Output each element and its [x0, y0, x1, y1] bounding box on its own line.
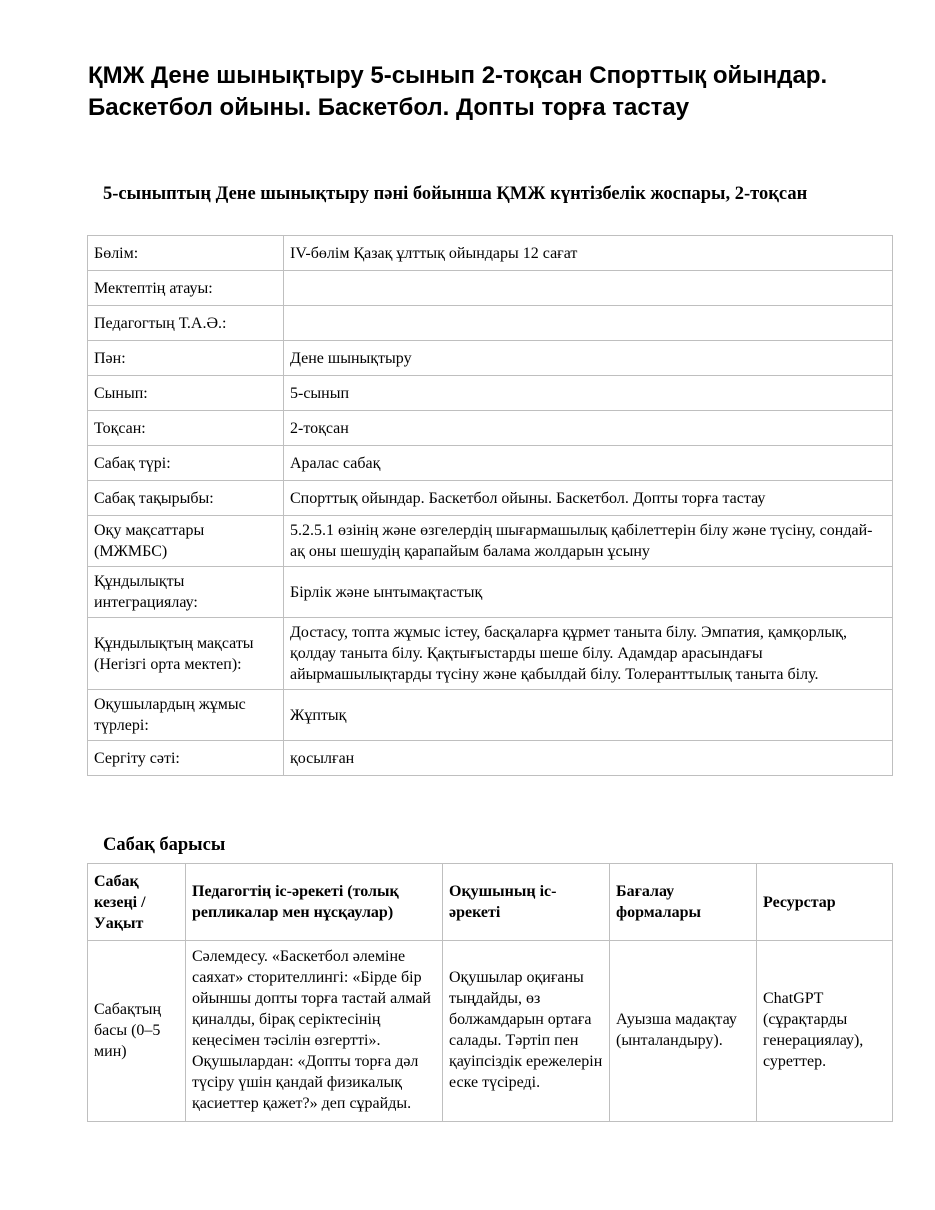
table-row — [88, 941, 893, 1122]
table-row — [88, 516, 893, 567]
header-stage: Сабақ кезеңі / Уақыт — [88, 864, 186, 941]
plan-heading: 5-сыныптың Дене шынықтыру пәні бойынша ҚМЖ күнтізбелік жоспары, 2-тоқсан — [103, 184, 808, 204]
field-value: Спорттық ойындар. Баскетбол ойыны. Баскетбол. Допты торға тастау — [284, 481, 893, 516]
field-label: Құндылықтың мақсаты (Негізгі орта мектеп): — [88, 618, 284, 690]
table-row — [88, 376, 893, 411]
field-value — [284, 271, 893, 306]
table-header-row — [88, 864, 893, 941]
field-label: Сергіту сәті: — [88, 741, 284, 776]
field-value: Бірлік және ынтымақтастық — [284, 567, 893, 618]
field-value — [284, 306, 893, 341]
table-row — [88, 618, 893, 690]
field-label: Пән: — [88, 341, 284, 376]
field-label: Тоқсан: — [88, 411, 284, 446]
table-row — [88, 341, 893, 376]
table-row — [88, 446, 893, 481]
field-value: 2-тоқсан — [284, 411, 893, 446]
table-row — [88, 271, 893, 306]
field-label: Сабақ тақырыбы: — [88, 481, 284, 516]
field-label: Сынып: — [88, 376, 284, 411]
header-assessment: Бағалау формалары — [610, 864, 757, 941]
stage-cell: Сабақтың басы (0–5 мин) — [88, 941, 186, 1122]
field-value: 5.2.5.1 өзінің және өзгелердің шығармашылық қабілеттерін білу және түсіну, сондай-ақ оны шешудің қарапайым балама жолдарын ұсыну — [284, 516, 893, 567]
table-row — [88, 690, 893, 741]
student-activity-cell: Оқушылар оқиғаны тыңдайды, өз болжамдарын ортаға салады. Тәртіп пен қауіпсіздік ережелерін еске түсіреді. — [443, 941, 610, 1122]
resources-cell: ChatGPT (сұрақтарды генерациялау), суреттер. — [757, 941, 893, 1122]
lesson-progress-table — [87, 863, 893, 1122]
table-row — [88, 411, 893, 446]
table-row — [88, 306, 893, 341]
lesson-progress-heading: Сабақ барысы — [103, 835, 226, 855]
field-value: Аралас сабақ — [284, 446, 893, 481]
field-label: Сабақ түрі: — [88, 446, 284, 481]
field-label: Құндылықты интеграциялау: — [88, 567, 284, 618]
table-row — [88, 236, 893, 271]
teacher-activity-cell: Сәлемдесу. «Баскетбол әлеміне саяхат» сторителлингі: «Бірде бір ойыншы допты торға тастай алмай қиналды, бірақ серіктесінің кеңесімен тәсілін өзгертті». Оқушылардан: «Допты торға дәл түсіру үшін қандай физикалық қасиеттер қажет?» деп сұрайды. — [186, 941, 443, 1122]
field-label: Оқушылардың жұмыс түрлері: — [88, 690, 284, 741]
table-row — [88, 481, 893, 516]
page-title: ҚМЖ Дене шынықтыру 5-сынып 2-тоқсан Спорттық ойындар. Баскетбол ойыны. Баскетбол. Допты торға тастау — [88, 62, 828, 121]
field-value: қосылған — [284, 741, 893, 776]
field-label: Оқу мақсаттары (МЖМБС) — [88, 516, 284, 567]
field-value: Дене шынықтыру — [284, 341, 893, 376]
header-resources: Ресурстар — [757, 864, 893, 941]
lesson-info-table — [87, 235, 893, 776]
header-teacher-activity: Педагогтің іс-әрекеті (толық репликалар мен нұсқаулар) — [186, 864, 443, 941]
field-value: IV-бөлім Қазақ ұлттық ойындары 12 сағат — [284, 236, 893, 271]
field-label: Бөлім: — [88, 236, 284, 271]
assessment-cell: Ауызша мадақтау (ынталандыру). — [610, 941, 757, 1122]
field-value: 5-сынып — [284, 376, 893, 411]
field-label: Педагогтың Т.А.Ә.: — [88, 306, 284, 341]
field-value: Достасу, топта жұмыс істеу, басқаларға құрмет таныта білу. Эмпатия, қамқорлық, қолдау таныта білу. Қақтығыстарды шеше білу. Адамдар арасындағы айырмашылықтарды түсіну және қабылдай білу. Толеранттылық таныта білу. — [284, 618, 893, 690]
table-row — [88, 567, 893, 618]
table-row — [88, 741, 893, 776]
header-student-activity: Оқушының іс-әрекеті — [443, 864, 610, 941]
field-value: Жұптық — [284, 690, 893, 741]
field-label: Мектептің атауы: — [88, 271, 284, 306]
